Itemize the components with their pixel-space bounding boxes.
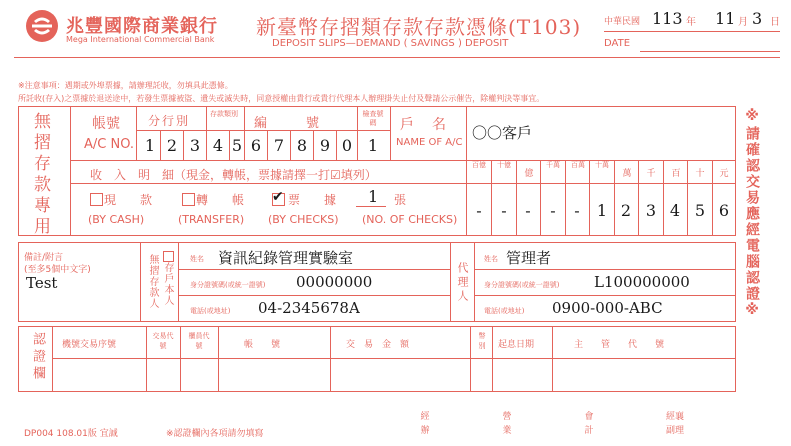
depositor-name-value[interactable]: 資訊紀錄管理實驗室	[218, 249, 354, 267]
cash-checkbox[interactable]	[90, 193, 103, 206]
account-digit[interactable]: 1	[144, 136, 156, 155]
amount-unit: 十萬	[595, 161, 609, 169]
amount-unit: 百萬	[571, 161, 585, 169]
amount-digit[interactable]: -	[476, 201, 482, 220]
agent-side-label: 代理人	[456, 262, 469, 304]
account-label-en: A/C NO.	[84, 137, 135, 152]
side-note-right: ※請確認交易應經電腦認證※	[744, 108, 760, 320]
day-unit: 日	[770, 17, 780, 28]
amount-unit: 百	[671, 169, 681, 179]
bank-logo	[24, 8, 60, 44]
account-name-label-zh: 戶 名	[400, 117, 448, 133]
agent-id-value[interactable]: L100000000	[594, 273, 690, 291]
check-mark-icon: ✔	[272, 189, 284, 205]
verification-col-header: 主 管 代 號	[574, 340, 665, 350]
amount-unit: 萬	[622, 169, 632, 179]
form-title: 新臺幣存摺類存款存款憑條(T103)	[256, 15, 582, 39]
receipt-header: 收 入 明 細（現金，轉帳，票據請擇一打☑填列）	[90, 168, 377, 182]
self-depositor-checkbox[interactable]	[163, 251, 174, 262]
agent-id-label: 身分證號碼(或統一證號)	[484, 281, 560, 289]
depositor-id-value[interactable]: 00000000	[296, 273, 373, 291]
amount-unit: 億	[524, 169, 534, 179]
amount-digit[interactable]: -	[574, 201, 580, 220]
verification-col-header: 幣別	[478, 332, 486, 350]
verification-col-header: 帳 號	[244, 340, 281, 350]
day-value[interactable]: 3	[752, 9, 763, 28]
form-subtitle: DEPOSIT SLIPS—DEMAND ( SAVINGS ) DEPOSIT	[272, 38, 509, 49]
amount-digit[interactable]: -	[501, 201, 507, 220]
amount-unit: 元	[719, 169, 729, 179]
agent-phone-value[interactable]: 0900-000-ABC	[552, 299, 663, 317]
date-label: DATE	[604, 38, 631, 49]
side-label-left: 無摺存款專用	[30, 112, 50, 238]
amount-digit[interactable]: 6	[718, 201, 730, 220]
month-unit: 月	[738, 17, 748, 28]
account-digit[interactable]: 2	[166, 136, 178, 155]
verification-col-header: 交 易 金 額	[346, 340, 410, 350]
signer-label: 會計	[584, 412, 594, 436]
amount-digit[interactable]: 3	[645, 201, 657, 220]
account-label-zh: 帳號	[92, 116, 120, 132]
remarks-value[interactable]: Test	[26, 274, 58, 292]
month-value[interactable]: 11	[715, 9, 736, 28]
agent-name-label: 姓名	[484, 255, 498, 263]
amount-unit: 千	[646, 169, 656, 179]
checks-count[interactable]: 1	[368, 187, 379, 206]
account-name-label-en: NAME OF A/C	[396, 137, 463, 148]
self-depositor-label: 存戶本人	[162, 262, 173, 306]
amount-digit[interactable]: -	[550, 201, 556, 220]
year-unit: 年	[686, 17, 696, 28]
amount-digit[interactable]: 1	[596, 201, 608, 220]
verification-warning: ※認證欄內各項請勿填寫	[166, 429, 264, 439]
verification-col-header: 交易代號	[152, 332, 174, 350]
remarks-label: 備註/附言	[24, 253, 64, 263]
account-digit[interactable]: 9	[319, 136, 331, 155]
depositor-id-label: 身分證號碼(或統一證號)	[190, 281, 266, 289]
amount-unit: 十	[695, 169, 705, 179]
checks-checkbox[interactable]	[272, 189, 285, 206]
account-digit[interactable]: 4	[212, 136, 224, 155]
type-label: 存款類別	[210, 110, 238, 118]
signer-label: 經辦	[420, 412, 430, 436]
depositor-phone-label: 電話(或地址)	[190, 307, 231, 315]
era-label: 中華民國	[604, 17, 641, 27]
bank-name-zh: 兆豐國際商業銀行	[66, 16, 218, 37]
amount-unit: 千萬	[546, 161, 560, 169]
branch-label: 分行別	[148, 114, 191, 128]
depositor-side-label: 無摺存款人	[147, 254, 158, 309]
bank-name-en: Mega International Commercial Bank	[66, 35, 215, 44]
transfer-label-en: (TRANSFER)	[178, 213, 245, 226]
year-value[interactable]: 113	[652, 9, 683, 28]
depositor-name-label: 姓名	[190, 255, 204, 263]
number-label: 編 號	[254, 116, 320, 131]
notice-line-2: 所託收(存入)之票據於退送途中，若發生票據被盜、遺失或滅失時，同意授權由貴行或貴行代理本人辦理掛失止付及聲請公示催告，除權判決等事宜。	[18, 94, 545, 103]
account-digit[interactable]: 5	[231, 136, 243, 155]
amount-digit[interactable]: 4	[669, 201, 681, 220]
checks-count-en: (NO. OF CHECKS)	[362, 213, 458, 226]
verification-col-header: 櫃員代號	[188, 332, 210, 350]
account-digit[interactable]: 6	[250, 136, 262, 155]
check-digit[interactable]: 1	[367, 136, 379, 155]
account-digit[interactable]: 0	[341, 136, 353, 155]
transfer-label: 轉 帳	[196, 193, 245, 207]
amount-digit[interactable]: 5	[694, 201, 706, 220]
account-name-value[interactable]: 〇〇客戶	[472, 124, 533, 142]
cash-label: 現 款	[104, 193, 153, 207]
account-digit[interactable]: 3	[189, 136, 201, 155]
form-code: DP004 108.01版 宜誠	[24, 429, 118, 439]
agent-name-value[interactable]: 管理者	[506, 249, 552, 267]
transfer-checkbox[interactable]	[182, 193, 195, 206]
remarks-sublabel: (至多5個中文字)	[24, 265, 91, 275]
verification-col-header: 起息日期	[498, 340, 535, 350]
amount-unit: 十億	[497, 161, 511, 169]
checks-label-en: (BY CHECKS)	[268, 213, 339, 226]
check-label: 檢查號碼	[362, 110, 384, 127]
signer-label: 營業	[502, 412, 512, 436]
account-digit[interactable]: 8	[296, 136, 308, 155]
account-digit[interactable]: 7	[273, 136, 285, 155]
amount-digit[interactable]: -	[525, 201, 531, 220]
amount-digit[interactable]: 2	[620, 201, 632, 220]
agent-phone-label: 電話(或地址)	[484, 307, 525, 315]
notice-line-1: ※注意事項：遇期或外埠票據，請辦理託收，勿填具此憑條。	[18, 81, 233, 90]
amount-unit: 百億	[472, 161, 486, 169]
verification-col-header: 機號交易序號	[62, 340, 117, 350]
signer-label: 經襄副理	[665, 412, 684, 436]
depositor-phone-value[interactable]: 04-2345678A	[258, 299, 360, 317]
checks-unit: 張	[394, 193, 407, 207]
checks-label: 票 據	[288, 193, 337, 207]
verification-side-label: 認證欄	[30, 332, 45, 383]
cash-label-en: (BY CASH)	[88, 213, 145, 226]
